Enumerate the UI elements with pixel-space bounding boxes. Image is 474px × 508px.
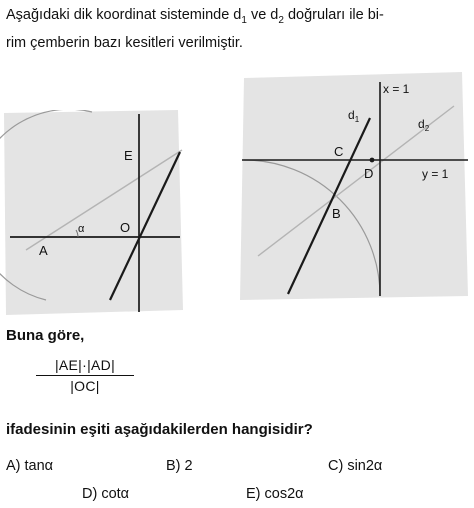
label-B: B [332,206,341,221]
left-figure [0,110,200,316]
fraction-denominator: |OC| [70,378,100,394]
left-panel-bg [4,110,183,315]
option-d[interactable]: D) cotα [82,486,130,502]
label-A: A [39,243,48,258]
label-x-equals-1: x = 1 [383,82,410,96]
point-D [370,158,375,163]
label-C: C [334,144,344,159]
label-D: D [364,166,374,181]
option-b[interactable]: B) 2 [166,458,193,474]
label-O: O [120,220,131,235]
label-y-equals-1: y = 1 [422,167,449,181]
problem-intro: Aşağıdaki dik koordinat sisteminde $d_1$ ve $d_2$ doğruları ile bi- rim çemberin bazı kesitleri verilmiştir. [6,7,384,51]
subscript-1: 1 [241,14,247,26]
option-a[interactable]: A) tanα [6,458,54,474]
fraction-numerator: |AE|·|AD| [36,357,134,376]
expression-fraction [36,357,134,394]
right-panel-bg [240,72,468,300]
label-alpha: α [78,223,85,235]
option-e[interactable]: E) cos2α [246,486,304,502]
label-d1: $d_1$ [348,108,360,124]
label-d2: $d_2$ [418,117,430,133]
question-text: ifadesinin eşiti aşağıdakilerden hangisidir? [6,421,313,438]
label-E: E [124,148,133,163]
subscript-2: 2 [278,14,284,26]
option-c[interactable]: C) sin2α [328,458,383,474]
lead-text: Buna göre, [6,327,85,344]
right-figure [236,72,474,304]
